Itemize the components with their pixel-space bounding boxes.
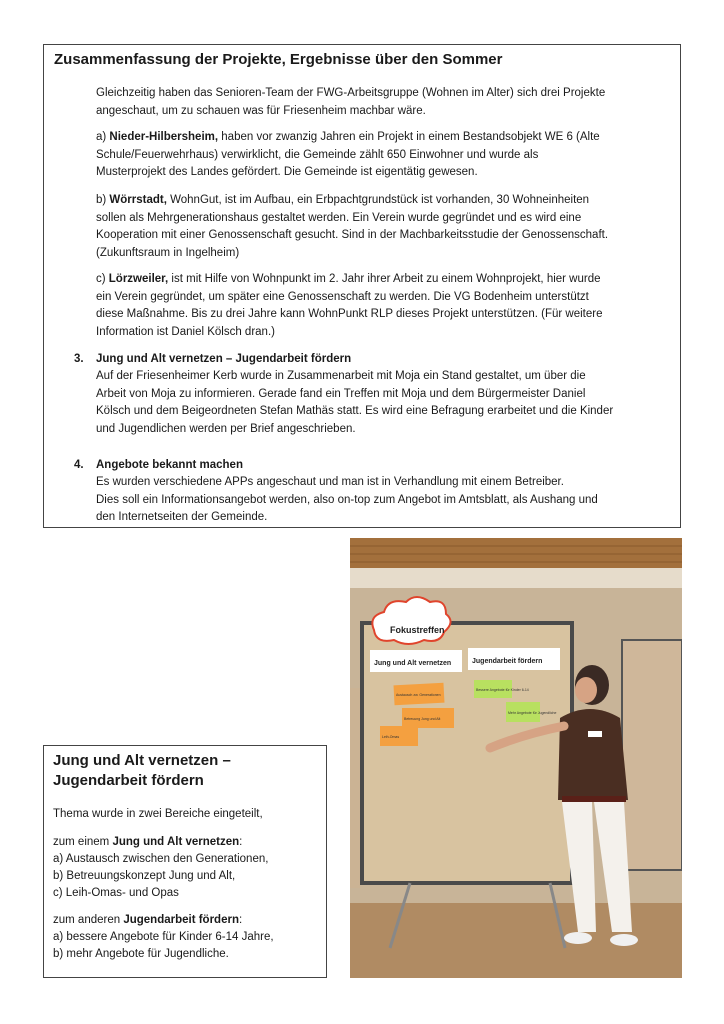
note-1: Austausch zw. Generationen [396, 693, 441, 697]
note-3: Leih-Omas [382, 735, 400, 739]
item-4-body: Es wurden verschiedene APPs angeschaut und man ist in Verhandlung mit einem Betreiber. Dies soll ein Informationsangebot werden, also on-top zum Angebot im Amtsblatt, als Aushang und den Internetseiten der Gemeinde. [96, 476, 598, 523]
summary-box [43, 44, 681, 528]
project-c-name: Lörzweiler, [108, 273, 169, 285]
project-a-name: Nieder-Hilbersheim, [109, 131, 219, 143]
workshop-photo-illustration [350, 538, 682, 978]
note-2: Betreuung Jung und Alt [404, 717, 441, 721]
item-4-heading: Angebote bekannt machen [96, 459, 243, 471]
item-3-number: 3. [74, 353, 84, 365]
sidebox-intro: Thema wurde in zwei Bereiche eingeteilt, [53, 808, 263, 820]
workshop-photo [350, 538, 682, 978]
item-3-heading: Jung und Alt vernetzen – Jugendarbeit fördern [96, 353, 352, 365]
item-3-body: Auf der Friesenheimer Kerb wurde in Zusammenarbeit mit Moja ein Stand gestaltet, um über die Arbeit von Moja zu informieren. Gerade fand ein Treffen mit Moja und dem Bürgermeister Daniel Kölsch und dem Beigeordneten Stefan Mathäs statt. Es wird eine Befragung erarbeitet und die Kinder und Jugendlichen werden per Brief angeschrieben. [96, 370, 614, 435]
project-a-paragraph: a) Nieder-Hilbersheim, haben vor zwanzig Jahren ein Projekt in einem Bestandsobjekt WE 6 (Alte Schule/Feuerwehrhaus) verwirklicht, die Gemeinde zählt 650 Einwohner und wurde als Musterprojekt des Landes gefördert. Die Gemeinde ist eigentätig gewesen. [96, 131, 600, 178]
sidebox-title: Jung und Alt vernetzen – Jugendarbeit fördern [53, 752, 231, 789]
note-4: Bessere Angebote für Kinder 6-14 [476, 688, 529, 692]
col1-label: Jung und Alt vernetzen [374, 660, 452, 667]
list-item: b) mehr Angebote für Jugendliche. [53, 948, 229, 960]
col2-label: Jugendarbeit fördern [472, 658, 543, 665]
summary-title: Zusammenfassung der Projekte, Ergebnisse über den Sommer [54, 51, 503, 68]
sidebox-part1: zum einem Jung und Alt vernetzen: a) Austausch zwischen den Generationen, b) Betreuungskonzept Jung und Alt, c) Leih-Omas- und Opas [53, 836, 269, 899]
intro-paragraph: Gleichzeitig haben das Senioren-Team der FWG-Arbeitsgruppe (Wohnen im Alter) sich drei Projekte angeschaut, um zu schauen was für Friesenheim machbar wäre. [96, 87, 606, 117]
project-c-paragraph: c) Lörzweiler, ist mit Hilfe von Wohnpunkt im 2. Jahr ihrer Arbeit zu einem Wohnprojekt, hier wurde ein Verein gegründet, um später eine Genossenschaft zu werden. Die VG Bodenheim unterstützt diese Maßnahme. Bis zu drei Jahre kann WohnPunkt RLP dieses Projekt unterstützen. (Für weitere Information ist Daniel Kölsch dran.) [96, 273, 603, 338]
sidebox [43, 745, 327, 978]
list-item: c) Leih-Omas- und Opas [53, 887, 179, 899]
cloud-label: Fokustreffen [390, 625, 445, 635]
list-item: a) Austausch zwischen den Generationen, [53, 853, 269, 865]
list-item: a) bessere Angebote für Kinder 6-14 Jahre, [53, 931, 274, 943]
project-b-name: Wörrstadt, [109, 194, 167, 206]
list-item: b) Betreuungskonzept Jung und Alt, [53, 870, 236, 882]
project-b-paragraph: b) Wörrstadt, WohnGut, ist im Aufbau, ein Erbpachtgrundstück ist vorhanden, 30 Wohneinheiten sollen als Mehrgenerationshaus gestaltet werden. Ein Verein wurde gegründet und es wird eine Kooperation mit einer Genossenschaft gesucht. Sind in der Machbarkeitsstudie der Genossenschaft. (Zukunftsraum in Ingelheim) [96, 194, 609, 259]
sidebox-part2: zum anderen Jugendarbeit fördern: a) bessere Angebote für Kinder 6-14 Jahre, b) mehr Angebote für Jugendliche. [53, 914, 274, 960]
item-4-number: 4. [74, 459, 84, 471]
note-5: Mehr Angebote für Jugendliche [508, 711, 557, 715]
